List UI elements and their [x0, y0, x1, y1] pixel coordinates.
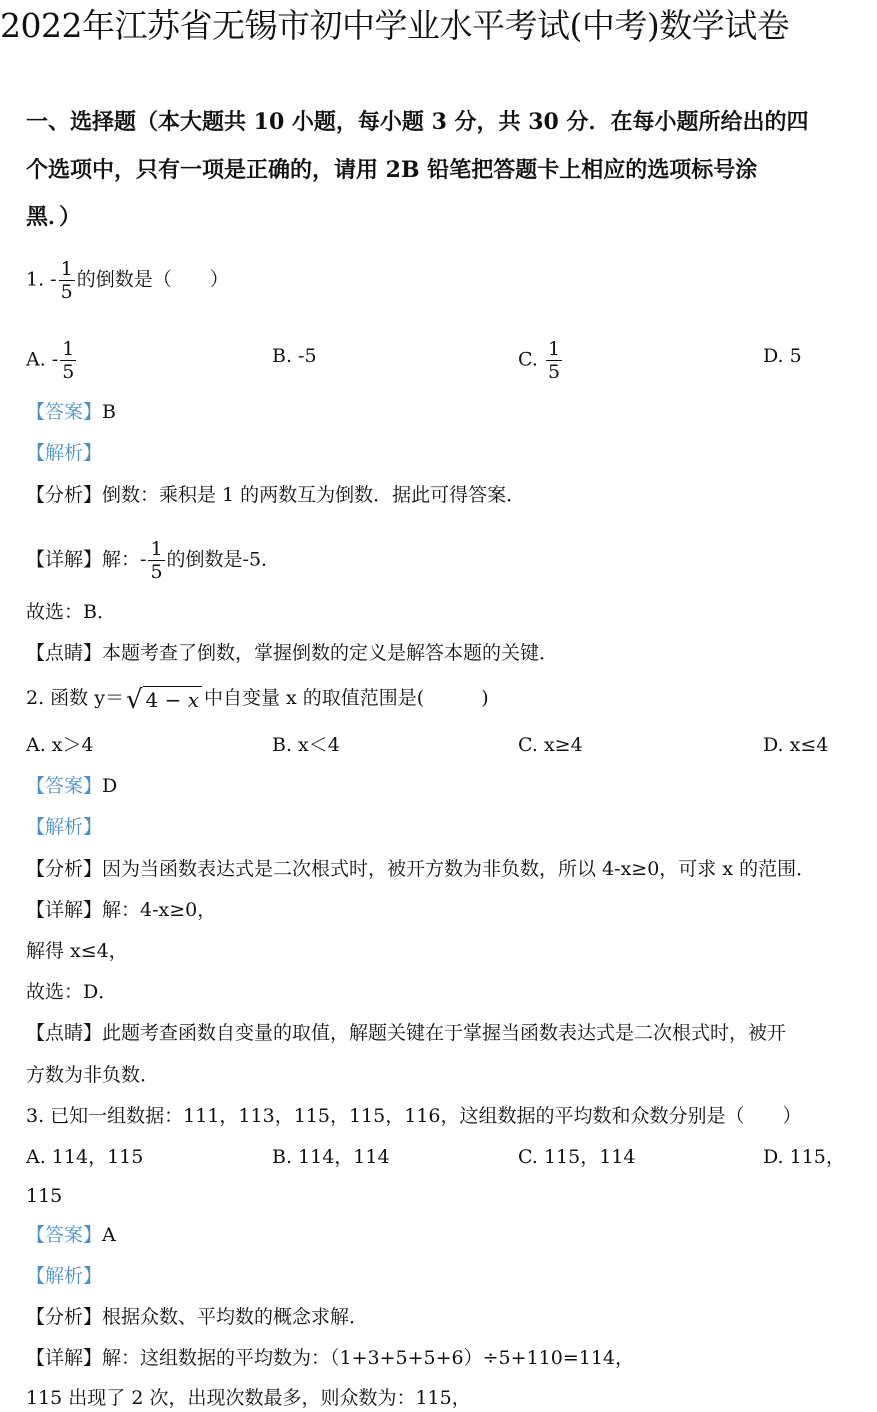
q3-option-c: C. 115，114 — [518, 1146, 636, 1168]
q3-stem: 3. 已知一组数据：111，113，115，115，116，这组数据的平均数和众数分别是（ ） — [26, 1105, 802, 1127]
q2-stem: 2. 函数 y＝√ 4 − x 中自变量 x 的取值范围是( ) — [26, 684, 489, 715]
section-heading-line-1: 一、选择题（本大题共 10 小题，每小题 3 分，共 30 分．在每小题所给出的四 — [26, 109, 809, 135]
q2-comment-2: 方数为非负数． — [26, 1064, 160, 1086]
q3-detail: 【详解】解：这组数据的平均数为：（1+3+5+5+6）÷5+110=114， — [26, 1347, 635, 1369]
answer-label: 【答案】 — [26, 401, 103, 423]
q3-mode: 115 出现了 2 次，出现次数最多，则众数为：115， — [26, 1387, 471, 1409]
q3-option-d-continued: 115 — [26, 1185, 63, 1207]
q1-detail: 【详解】解：- $\frac{1}{5}$ 的倒数是-5． — [26, 538, 281, 583]
q1-fenxi: 【分析】倒数：乘积是 1 的两数互为倒数．据此可得答案． — [26, 484, 526, 506]
q2-option-d: D. x≤4 — [763, 734, 829, 756]
q1-choose: 故选：B． — [26, 601, 116, 623]
section-heading-line-3: 黑．） — [26, 204, 82, 230]
q1-stem: 1. - $\frac{1}{5}$ 的倒数是（ ） — [26, 258, 229, 303]
q3-fenxi: 【分析】根据众数、平均数的概念求解． — [26, 1306, 369, 1328]
q1-comment: 【点睛】本题考查了倒数，掌握倒数的定义是解答本题的关键． — [26, 642, 559, 664]
q2-analysis-label: 【解析】 — [26, 816, 103, 838]
q2-fenxi: 【分析】因为当函数表达式是二次根式时，被开方数为非负数，所以 4-x≥0，可求 x 的范围． — [26, 858, 816, 880]
q1-answer: 【答案】B — [26, 401, 116, 423]
q1-option-b: B. -5 — [272, 345, 317, 367]
q1-option-a: A. - $\frac{1}{5}$ — [26, 338, 75, 383]
q2-detail: 【详解】解：4-x≥0， — [26, 899, 217, 921]
q2-option-c: C. x≥4 — [518, 734, 583, 756]
section-heading-line-2: 个选项中，只有一项是正确的，请用 2B 铅笔把答题卡上相应的选项标号涂 — [26, 157, 758, 183]
q2-choose: 故选：D． — [26, 981, 118, 1003]
q1-option-d: D. 5 — [763, 345, 802, 367]
q1-analysis-label: 【解析】 — [26, 442, 103, 464]
page-title: 2022年江苏省无锡市初中学业水平考试(中考)数学试卷 — [0, 6, 790, 45]
q2-option-a: A. x＞4 — [26, 734, 94, 756]
q1-fraction: $\frac{1}{5}$ — [60, 258, 73, 303]
q2-solve: 解得 x≤4， — [26, 940, 128, 962]
q2-sqrt: √ 4 − x — [126, 685, 202, 714]
q2-comment-1: 【点睛】此题考查函数自变量的取值，解题关键在于掌握当函数表达式是二次根式时，被开 — [26, 1022, 787, 1044]
q3-analysis-label: 【解析】 — [26, 1265, 103, 1287]
q3-option-b: B. 114，114 — [272, 1146, 390, 1168]
q3-answer: 【答案】A — [26, 1224, 116, 1246]
q2-answer: 【答案】D — [26, 775, 118, 797]
q3-option-d: D. 115， — [763, 1146, 845, 1168]
q3-option-a: A. 114，115 — [26, 1146, 144, 1168]
q1-option-c: C. $\frac{1}{5}$ — [518, 338, 561, 383]
q2-option-b: B. x＜4 — [272, 734, 340, 756]
